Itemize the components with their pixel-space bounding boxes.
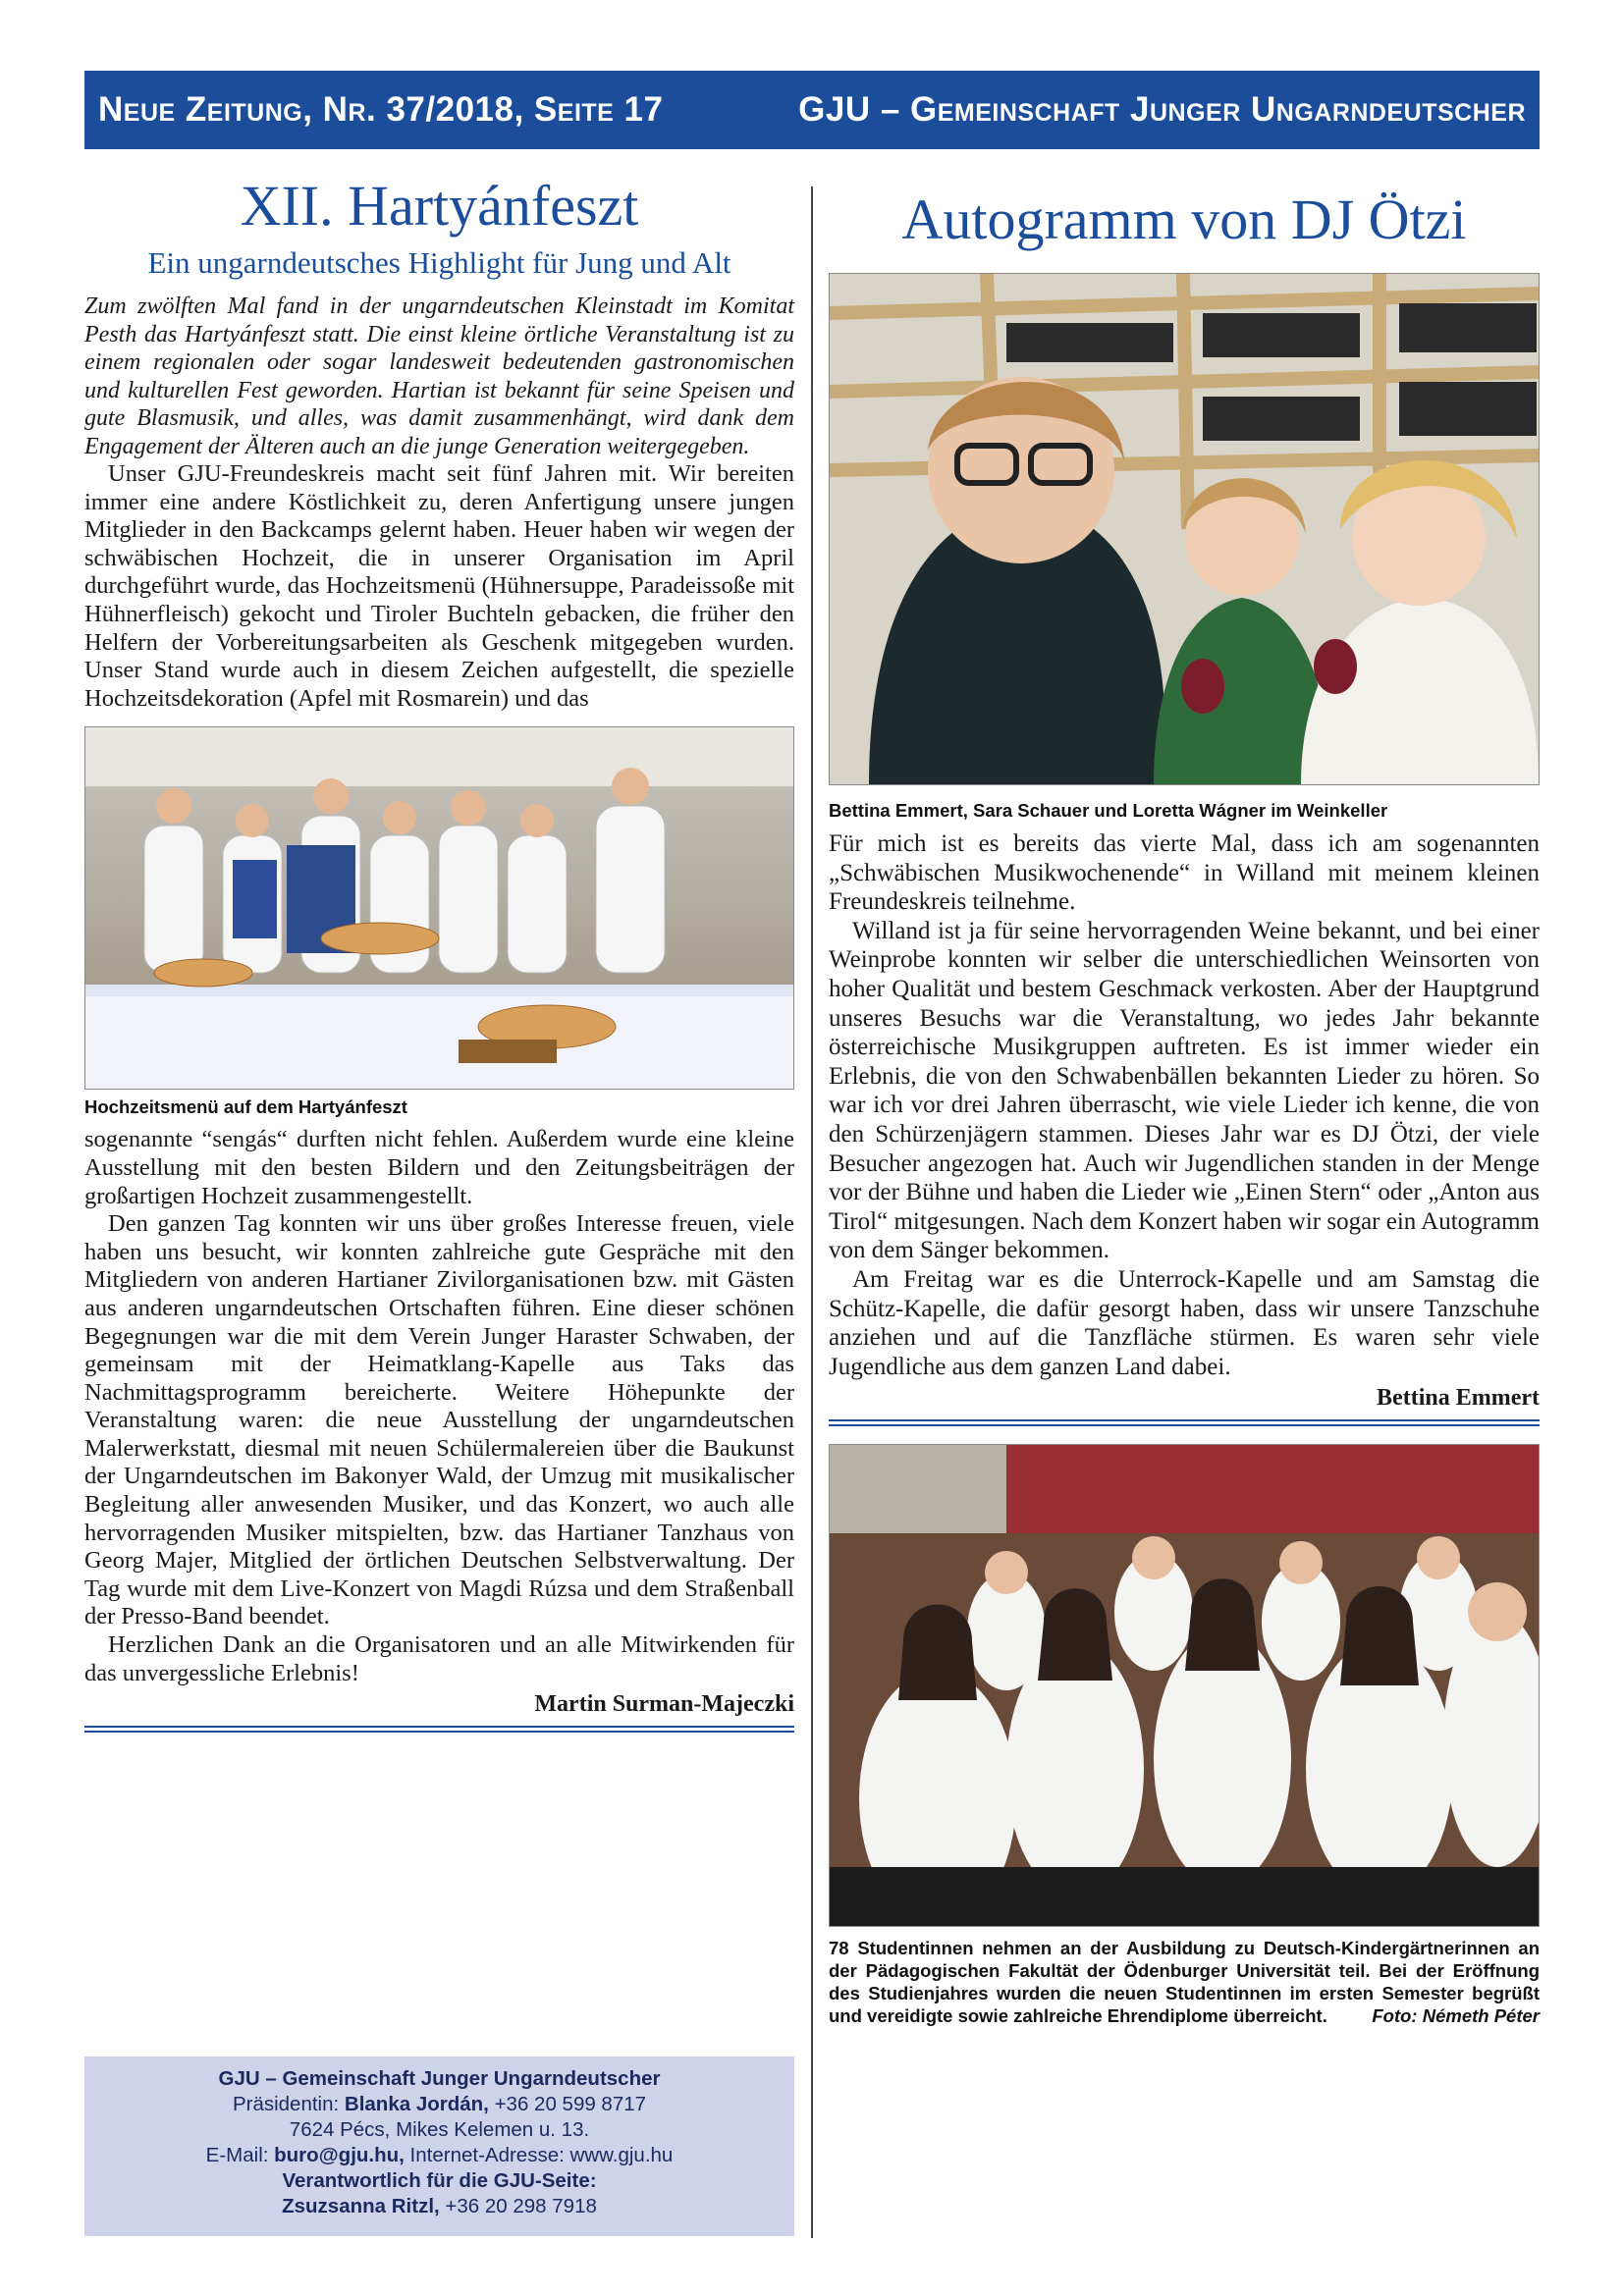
masthead-issue: Neue Zeitung, Nr. 37/2018, Seite 17: [98, 90, 664, 129]
right-article-title: Autogramm von DJ Ötzi: [901, 187, 1467, 251]
studentinnen-photo-credit: Foto: Németh Péter: [1372, 2005, 1540, 2027]
masthead-bar: [84, 71, 1540, 149]
left-article-end-rule: [84, 1726, 794, 1733]
gju-org-name: GJU – Gemeinschaft Junger Ungarndeutscher: [218, 2067, 661, 2090]
weinkeller-caption: Bettina Emmert, Sara Schauer und Loretta Wágner im Weinkeller: [829, 800, 1388, 821]
masthead-section: GJU – Gemeinschaft Junger Ungarndeutscher: [798, 90, 1526, 129]
left-article-author: Martin Surman-Majeczki: [534, 1691, 794, 1718]
left-article-intro: Zum zwölften Mal fand in der ungarndeutschen Kleinstadt im Komitat Pesth das Hartyánfeszt statt. Die einst kleine örtliche Veranstaltung ist zu einem regionalen oder sogar landesweit bedeutenden gastronomischen und kulturellen Fest geworden. Hartian ist bekannt für seine Speisen und gute Blasmusik, und alles, was damit zusammenhängt, wird dank dem Engagement der Älteren auch an die junge Generation weitergegeben.: [84, 294, 794, 459]
left-article-para2: Den ganzen Tag konnten wir uns über großes Interesse freuen, viele haben uns besucht, wir konnten zahlreiche gute Gespräche mit den Mitgliedern von anderen Hartianer Zivilorganisationen bzw. mit Gästen aus anderen ungarndeutschen Ortschaften führen. Eine dieser schönen Begegnungen war die mit dem Verein Junger Haraster Schwaben, der gemeinsam mit der Heimatklang-Kapelle aus Taks das Nachmittagsprogramm bereicherte. Weitere Höhepunkte der Veranstaltung waren: die neue Ausstellung der ungarndeutschen Malerwerkstatt, diesmal mit neuen Schülermalereien über die Baukunst der Ungarndeutschen im Bakonyer Wald, der Umzug mit musikalischer Begleitung aller anwesenden Musiker, und das Konzert, wo auch alle hervorragenden Musiker mitspielten, bzw. das Hartianer Tanzhaus von Georg Majer, Mitglied der örtlichen Deutschen Selbstverwaltung. Der Tag wurde mit dem Live-Konzert von Magdi Rúzsa und dem Straßenball der Presso-Band beendet.: [84, 1210, 794, 1630]
weinkeller-photo-image: [830, 274, 1539, 784]
left-article-para1-cont: sogenannte “sengás“ durften nicht fehlen. Außerdem wurde eine kleine Ausstellung mit den besten Bildern und den Zeitungsbeiträgen der großartigen Hochzeit zusammengestellt.: [84, 1126, 794, 1209]
gju-president-phone: +36 20 599 8717: [488, 2093, 647, 2115]
gju-president-name: Blanka Jordán,: [344, 2093, 489, 2115]
left-article-body-bottom: [84, 1126, 794, 1687]
gju-responsible-name: Zsuzsanna Ritzl,: [282, 2195, 440, 2217]
gju-responsible-label: Verantwortlich für die GJU-Seite:: [282, 2169, 597, 2192]
left-article-title: XII. Hartyánfeszt: [240, 174, 639, 238]
gju-contact-box: [84, 2056, 794, 2236]
gju-email-link[interactable]: buro@gju.hu,: [274, 2144, 405, 2166]
studentinnen-photo-image: [830, 1445, 1539, 1926]
gju-address: 7624 Pécs, Mikes Kelemen u. 13.: [289, 2118, 590, 2141]
column-divider: [811, 187, 813, 2238]
studentinnen-caption: [829, 1937, 1540, 2027]
left-article-subtitle: Ein ungarndeutsches Highlight für Jung und Alt: [147, 245, 731, 280]
studentinnen-photo: [829, 1444, 1540, 1927]
right-article-body: [829, 829, 1540, 1381]
weinkeller-photo: [829, 273, 1540, 785]
right-article: [829, 173, 1540, 2035]
left-article-para1: Unser GJU-Freundeskreis macht seit fünf Jahren mit. Wir bereiten immer eine andere Köstlichkeit zu, deren Anfertigung unsere jungen Mitglieder in den Backcamps gelernt haben. Heuer haben wir wegen der schwäbischen Hochzeit, die in unserer Organisation im April durchgeführt wurde, das Hochzeitsmenü (Hühnersuppe, Paradeissoße mit Hühnerfleisch) gekocht und Tiroler Buchteln gebacken, die früher den Helfern der Vorbereitungsarbeiten als Geschenk mitgegeben wurden. Unser Stand wurde auch in diesem Zeichen aufgestellt, die spezielle Hochzeitsdekoration (Apfel mit Rosmarein) und das: [84, 460, 794, 712]
right-article-end-rule: [829, 1419, 1540, 1426]
right-article-para3: Am Freitag war es die Unterrock-Kapelle und am Samstag die Schütz-Kapelle, die dafür gesorgt haben, dass wir unsere Tanzschuhe anziehen und auf die Tanzfläche stürmen. Es waren sehr viele Jugendliche aus dem ganzen Land dabei.: [829, 1265, 1540, 1380]
studentinnen-caption-text: 78 Studentinnen nehmen an der Ausbildung zu Deutsch-Kindergärtnerinnen an der Pädagogischen Fakultät der Ödenburger Universität teil. Bei der Eröffnung des Studienjahres wurden die neuen Studentinnen im ersten Semester begrüßt und vereidigte sowie zahlreiche Ehrendiplome überreicht.: [829, 1938, 1540, 2027]
right-article-author: Bettina Emmert: [1377, 1385, 1540, 1412]
hochzeitsmenu-photo: [84, 726, 794, 1090]
gju-email-label: E-Mail:: [205, 2144, 275, 2166]
right-article-para2: Willand ist ja für seine hervorragenden Weine bekannt, und bei einer Weinprobe konnten wir selber die unterschiedlichen Weinsorten von hoher Qualität und bestem Geschmack verkosten. Aber der Hauptgrund unseres Besuchs war die Veranstaltung, wo jedes Jahr bekannte österreichische Musikgruppen auftreten. Es ist immer wieder ein Erlebnis, die von den Schwabenbällen bekannten Lieder zu hören. So war ich vor drei Jahren überrascht, wie viele Lieder ich kenne, die von den Schürzenjägern stammen. Dieses Jahr war es DJ Ötzi, der viele Besucher angezogen hat. Auch wir Jugendlichen standen in der Menge vor der Bühne und haben die Lieder wie „Einen Stern“ oder „Anton aus Tirol“ mitgesungen. Nach dem Konzert haben wir sogar ein Autogramm von dem Sänger bekommen.: [829, 917, 1540, 1264]
hochzeitsmenu-photo-image: [85, 727, 793, 1089]
gju-responsible-phone: +36 20 298 7918: [439, 2195, 597, 2217]
right-article-para1: Für mich ist es bereits das vierte Mal, dass ich am sogenannten „Schwäbischen Musikwochenende“ in Willand mit meinem kleinen Freundeskreis teilnehme.: [829, 830, 1540, 916]
hochzeitsmenu-caption: Hochzeitsmenü auf dem Hartyánfeszt: [84, 1096, 407, 1118]
gju-web: Internet-Adresse: www.gju.hu: [404, 2144, 674, 2166]
left-article: [84, 173, 794, 1740]
gju-president-label: Präsidentin:: [232, 2093, 345, 2115]
left-article-body-top: [84, 460, 794, 713]
left-article-para3: Herzlichen Dank an die Organisatoren und an alle Mitwirkenden für das unvergessliche Erlebnis!: [84, 1631, 794, 1686]
